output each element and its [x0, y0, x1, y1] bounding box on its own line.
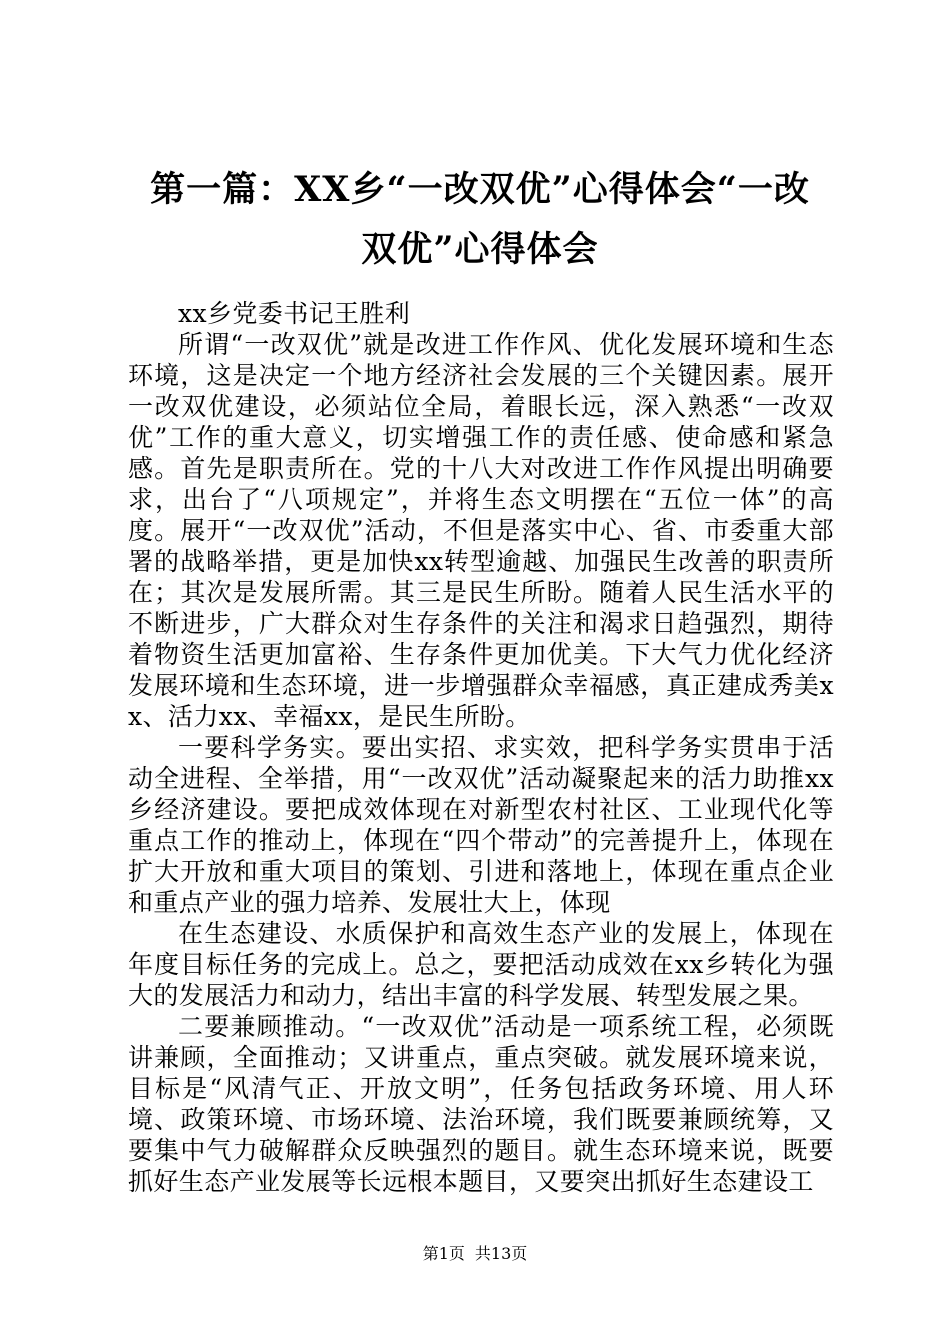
title-line-1: 第一篇：XX乡“一改双优”心得体会“一改	[150, 169, 810, 210]
document-title	[120, 160, 840, 280]
paragraph-2: 一要科学务实。要出实招、求实效，把科学务实贯串于活动全进程、全举措，用“一改双优”活动凝聚起来的活力助推xx乡经济建设。要把成效体现在对新型农村社区、工业现代化等重点工作的推动上，体现在“四个带动”的完善提升上，体现在扩大开放和重大项目的策划、引进和落地上，体现在重点企业和重点产业的强力培养、发展壮大上，体现	[128, 733, 834, 917]
page-total: 共13页	[474, 1244, 528, 1263]
page-footer	[0, 1244, 950, 1264]
page-number: 第1页	[422, 1244, 465, 1263]
paragraph-3: 在生态建设、水质保护和高效生态产业的发展上，体现在年度目标任务的完成上。总之，要把活动成效在xx乡转化为强大的发展活力和动力，结出丰富的科学发展、转型发展之果。	[128, 919, 834, 1010]
paragraph-1: 所谓“一改双优”就是改进工作作风、优化发展环境和生态环境，这是决定一个地方经济社会发展的三个关键因素。展开一改双优建设，必须站位全局，着眼长远，深入熟悉“一改双优”工作的重大意义，切实增强工作的责任感、使命感和紧急感。首先是职责所在。党的十八大对改进工作作风提出明确要求，出台了“八项规定”，并将生态文明摆在“五位一体”的高度。展开“一改双优”活动，不但是落实中心、省、市委重大部署的战略举措，更是加快xx转型逾越、加强民生改善的职责所在；其次是发展所需。其三是民生所盼。随着人民生活水平的不断进步，广大群众对生存条件的关注和渴求日趋强烈，期待着物资生活更加富裕、生存条件更加优美。下大气力优化经济发展环境和生态环境，进一步增强群众幸福感，真正建成秀美xx、活力xx、幸福xx，是民生所盼。	[128, 330, 834, 731]
author-line: xx乡党委书记王胜利	[178, 299, 411, 328]
paragraph-4: 二要兼顾推动。“一改双优”活动是一项系统工程，必须既讲兼顾，全面推动；又讲重点，重点突破。就发展环境来说，目标是“风清气正、开放文明”，任务包括政务环境、用人环境、政策环境、市场环境、法治环境，我们既要兼顾统筹，又要集中气力破解群众反映强烈的题目。就生态环境来说，既要抓好生态产业发展等长远根本题目，又要突出抓好生态建设工	[128, 1012, 834, 1196]
document-body	[128, 298, 834, 1197]
title-line-2: 双优”心得体会	[361, 229, 599, 270]
